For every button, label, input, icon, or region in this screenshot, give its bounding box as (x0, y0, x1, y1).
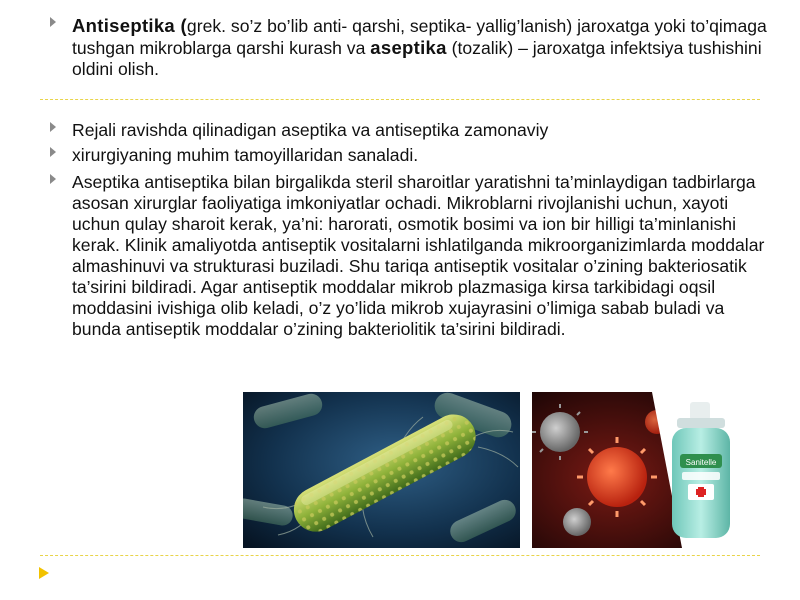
top-divider (40, 99, 760, 100)
bottom-divider (40, 555, 760, 556)
bullet-icon (50, 122, 56, 132)
bullet-item: xirurgiyaning muhim tamoyillaridan sanaladi. (72, 145, 419, 165)
bullet-icon (50, 17, 56, 27)
intro-paragraph (72, 15, 772, 80)
term-aseptika: aseptika (370, 37, 447, 58)
bullet-icon (50, 147, 56, 157)
sanitizer-brand-label: Sanitelle (685, 458, 717, 467)
bacteria-image (243, 392, 520, 548)
bullet-icon (50, 174, 56, 184)
bullet-item: Rejali ravishda qilinadigan aseptika va antiseptika zamonaviy (72, 120, 549, 140)
next-slide-arrow-icon[interactable] (38, 566, 50, 580)
intro-text-1: grek. so’z bo’lib anti- qarshi, septika- yallig’lanish) jaroxatga yoki to’qimaga tushgan mikroblarga qarshi kurash va (72, 16, 767, 58)
intro-text-2: (tozalik) – jaroxatga infektsiya tushishini oldini olish. (72, 38, 762, 79)
bullet-item: Aseptika antiseptika bilan birgalikda steril sharoitlar yaratishni ta’minlaydigan tadbirlarga asosan xirurglar faoliyatiga imkoniyatlar ochadi. Mikroblarni rivojlanishi uchun, xayoti uchun qulay sharoit kerak, ya’ni: harorati, osmotik bosimi va ion bir hilligi ta’minlanishi kerak. Klinik amaliyotda antiseptik vositalarni ishlatilganda mikroorganizimlarda moddalar almashinuvi va strukturasi buziladi. Shu tariqa antiseptik vositalar o’zining bakteriosatik ta’sirini bildiradi. Agar antiseptik moddalar mikrob plazmasiga kirsa tarkibidagi oqsil moddasini ivishiga olib keladi, o’z yo’lida mikrob xujayrasini o’limiga sabab buladi va bunda antiseptik moddalar o’zining bakteriolitik ta’sirini bildiradi. (72, 172, 765, 339)
virus-sanitizer-image (532, 392, 732, 548)
term-antiseptika: Antiseptika ( (72, 15, 187, 36)
